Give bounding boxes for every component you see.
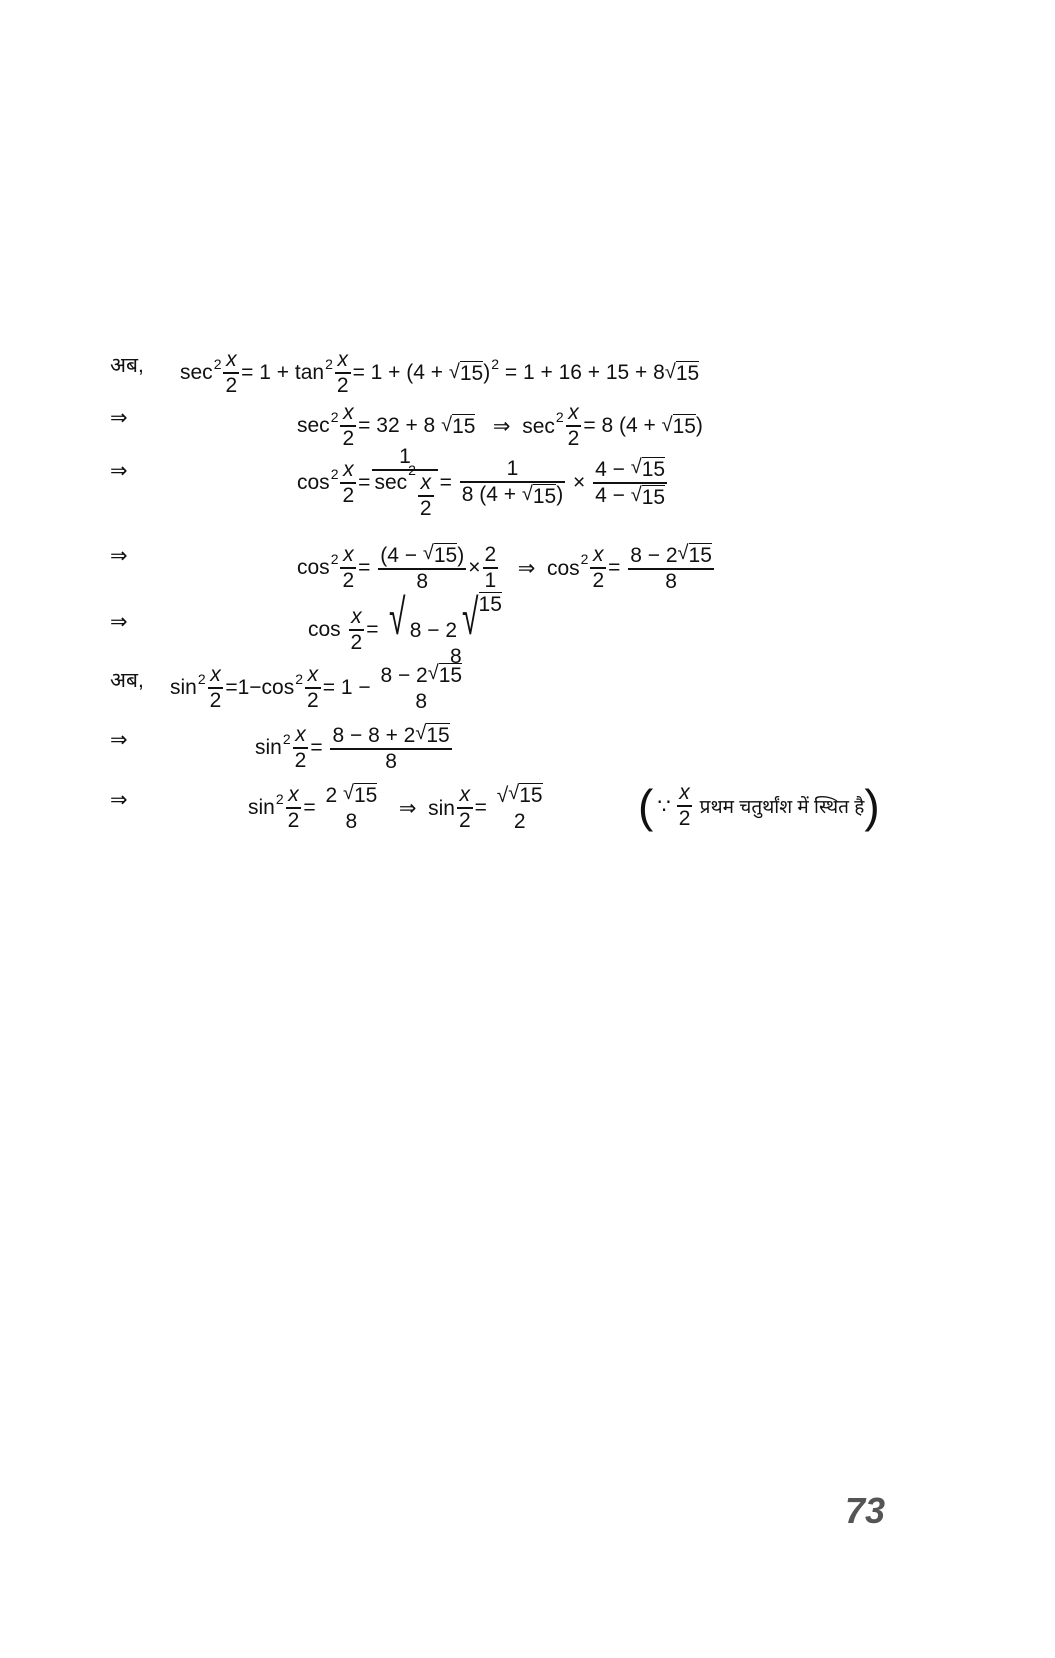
square-root: [662, 414, 696, 438]
line-lead: ⇒: [110, 788, 128, 812]
math-text: 2: [458, 809, 471, 832]
numerator: [378, 543, 466, 567]
math-text: 8: [665, 570, 677, 594]
numerator: [408, 588, 504, 645]
math-text: 2: [342, 569, 355, 592]
math-text: 2: [350, 631, 363, 654]
fraction: [340, 459, 356, 507]
superscript: 2: [275, 791, 284, 807]
fraction: [495, 783, 545, 833]
line-lead: ⇒: [110, 610, 128, 634]
square-root: [678, 543, 712, 567]
denominator: [414, 571, 430, 593]
superscript: 2: [580, 551, 589, 567]
math-text: =: [608, 556, 627, 579]
denominator: [413, 691, 429, 713]
radicand: 15: [519, 783, 543, 807]
square-root: [384, 588, 506, 668]
math-text: ×: [468, 556, 481, 579]
radical-sign: √: [630, 455, 642, 478]
radical-sign: √: [342, 781, 354, 804]
math-text: 1: [506, 456, 519, 480]
radicand: 15: [452, 414, 476, 438]
note-text: प्रथम चतुर्थांश में स्थित है: [694, 797, 865, 818]
numerator: [335, 349, 350, 371]
equation-line: [170, 658, 466, 718]
denominator: [286, 810, 302, 832]
variable-x: x: [226, 347, 237, 371]
fraction: [378, 663, 464, 713]
math-text: =: [439, 471, 458, 494]
radicand: 15: [688, 543, 712, 567]
denominator: [512, 811, 528, 833]
math-text: 8 − 2: [630, 543, 678, 567]
math-text: ): [457, 543, 465, 567]
math-text: 2: [513, 810, 526, 834]
denominator: [340, 485, 356, 507]
math-text: sec: [180, 361, 213, 384]
numerator: [628, 543, 714, 567]
numerator: [349, 606, 364, 628]
variable-x: x: [420, 470, 432, 494]
superscript: 2: [330, 551, 339, 567]
radicand: 15: [532, 484, 557, 508]
superscript: 2: [295, 671, 304, 687]
radical-sign: √: [441, 413, 453, 436]
math-text: ⇒ sec: [475, 414, 555, 438]
variable-x: x: [210, 662, 221, 686]
numerator: [286, 784, 301, 806]
variable-x: x: [295, 722, 306, 746]
superscript: 2: [197, 671, 206, 687]
math-text: 2: [307, 689, 319, 712]
math-text: (4 −: [380, 543, 423, 567]
math-text: cos: [308, 618, 347, 641]
math-text: 8: [345, 810, 358, 834]
numerator: x: [679, 780, 690, 804]
superscript: 2: [555, 409, 564, 425]
fraction: [286, 784, 302, 832]
math-text: 2: [342, 484, 355, 507]
numerator: [341, 459, 356, 481]
math-text: 1: [399, 444, 411, 468]
radical-sign: √: [508, 781, 520, 804]
numerator: [330, 723, 451, 747]
fraction: [223, 349, 239, 397]
left-paren: (: [638, 780, 654, 832]
math-text: 8 − 8 + 2: [332, 723, 416, 747]
square-root: [428, 663, 462, 687]
numerator: [293, 724, 308, 746]
square-root: [631, 457, 665, 481]
square-root: [415, 723, 449, 747]
numerator: [591, 544, 606, 566]
numerator: [505, 458, 521, 480]
math-text: = 8 (4 +: [583, 414, 662, 437]
fraction: [378, 543, 466, 593]
math-text: =: [358, 471, 371, 494]
numerator: [341, 544, 356, 566]
math-text: 2: [484, 542, 497, 566]
radicand: 15: [641, 457, 666, 481]
math-text: sin: [170, 676, 197, 699]
math-text: 8: [385, 750, 397, 774]
math-text: cos: [297, 471, 330, 494]
math-text: 4 −: [595, 484, 631, 507]
square-root: [665, 361, 699, 385]
numerator: [341, 402, 356, 424]
radical-sign: √: [427, 661, 439, 684]
math-text: sin: [248, 796, 275, 819]
math-text: =: [303, 796, 322, 819]
math-text: ×: [567, 471, 592, 494]
denominator: [460, 484, 565, 508]
denominator: [208, 690, 224, 712]
math-text: ): [695, 414, 703, 437]
line-lead: ⇒: [110, 459, 128, 483]
fraction: [628, 543, 714, 593]
fraction: [418, 472, 434, 520]
numerator: [566, 402, 581, 424]
math-text: √: [496, 783, 509, 807]
line-lead: अब,: [110, 354, 144, 377]
math-text: 8: [449, 644, 462, 668]
equation-line: [297, 444, 669, 521]
numerator: [323, 783, 379, 807]
math-text: 2: [209, 689, 222, 712]
radicand: 15: [459, 361, 484, 385]
fraction: [408, 588, 504, 668]
superscript: 2: [213, 356, 222, 372]
page-number: 73: [845, 1490, 886, 1531]
fraction: [677, 782, 693, 830]
math-text: 8 − 2: [409, 618, 458, 642]
square-root: [441, 414, 475, 438]
denominator: [383, 751, 399, 773]
radical-sign: √: [661, 413, 673, 436]
radical-sign: √: [630, 484, 642, 506]
numerator: [483, 544, 499, 566]
math-text: sin: [255, 736, 282, 759]
denominator: [340, 570, 356, 592]
numerator: [208, 664, 223, 686]
math-text: 2: [592, 569, 605, 592]
math-text: = 1 + 16 + 15 + 8: [499, 361, 665, 384]
superscript: 2: [408, 461, 416, 478]
square-root: [457, 588, 502, 645]
math-text: 2: [294, 749, 307, 772]
radicand: 15: [675, 361, 700, 385]
variable-x: x: [307, 662, 319, 686]
line-lead: ⇒: [110, 406, 128, 430]
radicand: 15: [672, 414, 696, 438]
square-root: [423, 543, 457, 567]
square-root: [508, 783, 542, 807]
fraction: [335, 349, 351, 397]
superscript: 2: [491, 356, 500, 372]
variable-x: x: [343, 400, 354, 424]
fraction: [349, 606, 365, 654]
radicand: 15: [438, 663, 463, 687]
denominator: [335, 375, 351, 397]
math-text: 2: [287, 809, 300, 832]
fraction: [460, 458, 565, 508]
quadrant-note: [638, 776, 880, 836]
square-root: [522, 484, 556, 508]
denominator: [349, 632, 365, 654]
superscript: 2: [282, 731, 291, 747]
fraction: [593, 457, 667, 509]
math-text: 2: [419, 497, 432, 521]
radicand: 15: [433, 543, 458, 567]
math-text: 2: [567, 427, 580, 450]
radicand: 15: [641, 486, 666, 509]
math-text: cos: [297, 556, 330, 579]
variable-x: x: [593, 542, 604, 566]
variable-x: x: [459, 782, 471, 806]
equation-line: [297, 538, 716, 598]
fraction: [457, 784, 473, 832]
denominator: [372, 461, 437, 521]
math-text: = 32 + 8: [358, 414, 442, 437]
math-text: 4 −: [595, 457, 631, 481]
denominator: [663, 571, 679, 593]
math-text: 2: [342, 427, 355, 450]
math-text: sec: [374, 470, 408, 494]
denominator: [293, 750, 309, 772]
line-lead: अब,: [110, 669, 144, 692]
numerator: [458, 784, 473, 806]
line-lead: ⇒: [110, 728, 128, 752]
fraction: [323, 783, 379, 833]
numerator: [419, 472, 434, 494]
math-text: ): [556, 482, 564, 506]
right-paren: ): [864, 780, 880, 832]
superscript: 2: [330, 466, 339, 482]
math-text: =: [358, 556, 377, 579]
math-text: ⇒ cos: [500, 556, 580, 580]
equation-line: [255, 718, 454, 778]
math-text: 1: [484, 569, 497, 592]
radical-sign: √: [664, 360, 676, 383]
variable-x: x: [343, 542, 354, 566]
math-text: 8 (4 +: [461, 482, 522, 506]
math-text: = 1 + tan: [241, 361, 325, 384]
variable-x: x: [351, 604, 362, 628]
math-text: =: [474, 796, 493, 819]
radical-sign: √: [521, 482, 533, 505]
fraction: [208, 664, 224, 712]
radical-sign: √: [389, 588, 406, 645]
fraction: [340, 402, 356, 450]
math-text: 2: [225, 374, 238, 397]
math-text: 2: [336, 374, 349, 397]
fraction: [305, 664, 321, 712]
square-root: [343, 783, 377, 807]
radical-sign: √: [415, 721, 427, 744]
equation-line: [308, 588, 506, 668]
denominator: [593, 485, 667, 509]
fraction: [590, 544, 606, 592]
math-text: =1−cos: [225, 676, 295, 699]
denominator: [305, 690, 321, 712]
variable-x: x: [343, 457, 354, 481]
denominator: [566, 428, 582, 450]
numerator: [593, 457, 667, 481]
numerator: [306, 664, 321, 686]
math-text: ⇒ sin: [381, 796, 455, 820]
math-text: = 1 + (4 +: [352, 361, 449, 384]
math-text: =: [310, 736, 329, 759]
equation-line: [297, 396, 703, 456]
equation-line: [180, 343, 699, 403]
radical-sign: √: [422, 541, 434, 564]
numerator: [495, 783, 545, 807]
fraction: [293, 724, 309, 772]
fraction: [330, 723, 451, 773]
denominator: [590, 570, 606, 592]
radicand: 15: [478, 592, 502, 616]
radical-sign: √: [677, 541, 689, 564]
denominator: [340, 428, 356, 450]
radicand: 15: [426, 723, 450, 747]
equation-line: [248, 778, 547, 838]
radical-sign: √: [448, 360, 460, 383]
superscript: 2: [330, 409, 339, 425]
radical-sign: √: [462, 588, 479, 645]
denominator: [223, 375, 239, 397]
fraction: [483, 544, 499, 592]
fraction: [372, 446, 437, 520]
variable-x: x: [568, 400, 579, 424]
denominator: [483, 570, 499, 592]
variable-x: x: [337, 347, 348, 371]
math-text: 8: [416, 570, 429, 594]
denominator: [344, 811, 360, 833]
numerator: [378, 663, 464, 687]
because-symbol: ∵: [657, 794, 671, 818]
denominator: [457, 810, 473, 832]
fraction: [340, 544, 356, 592]
math-text: 8: [415, 690, 428, 714]
fraction: [566, 402, 582, 450]
variable-x: x: [288, 782, 299, 806]
math-text: sec: [297, 414, 330, 437]
square-root: [631, 485, 665, 509]
math-text: 2: [325, 783, 343, 807]
math-text: = 1 −: [322, 676, 377, 699]
denominator: [418, 498, 434, 520]
denominator: 2: [678, 807, 691, 830]
math-text: ): [483, 361, 491, 384]
math-text: 8 − 2: [380, 663, 428, 687]
radicand: 15: [353, 783, 378, 807]
line-lead: ⇒: [110, 544, 128, 568]
numerator: [224, 349, 239, 371]
math-text: =: [366, 618, 385, 641]
square-root: [449, 361, 483, 385]
superscript: 2: [325, 356, 333, 372]
